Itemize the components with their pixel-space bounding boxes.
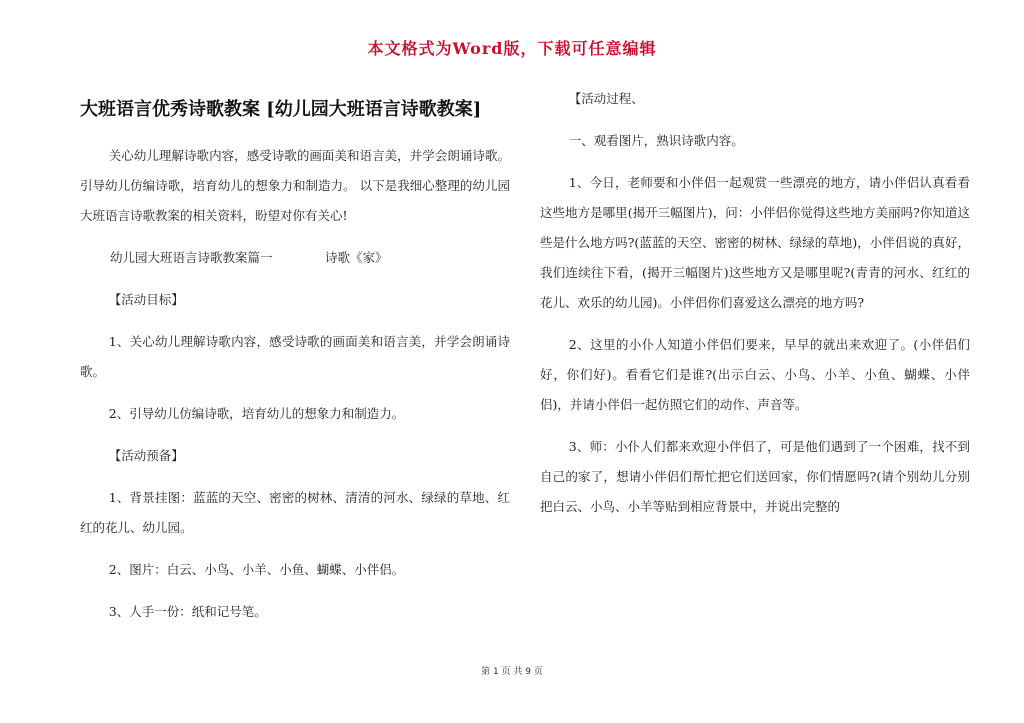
process-heading: 【活动过程、: [568, 91, 644, 106]
goal-item: 2、引导幼儿仿编诗歌，培育幼儿的想象力和制造力。: [108, 406, 405, 421]
goals-heading: 【活动目标】: [108, 292, 184, 307]
process-item: 一、观看图片，熟识诗歌内容。: [568, 133, 744, 148]
document-title: 大班语言优秀诗歌教案 [幼儿园大班语言诗歌教案]: [80, 99, 482, 120]
prep-item: 2、图片：白云、小鸟、小羊、小鱼、蝴蝶、小伴侣。: [108, 562, 405, 577]
page-number: 第 1 页 共 9 页: [481, 667, 543, 677]
prep-heading: 【活动预备】: [108, 448, 184, 463]
poem-title: 诗歌《家》: [325, 250, 388, 265]
prep-item: 1、背景挂图：蓝蓝的天空、密密的树林、清清的河水、绿绿的草地、红红的花儿、幼儿园。: [80, 490, 510, 535]
section-title: 幼儿园大班语言诗歌教案篇一: [110, 250, 273, 265]
format-banner: 本文格式为Word版，下载可任意编辑: [367, 39, 657, 58]
process-item: 1、今日，老师要和小伴侣一起观赏一些漂亮的地方，请小伴侣认真看看这些地方是哪里(揭开三幅图片)，问：小伴侣你觉得这些地方美丽吗?你知道这些是什么地方吗?(蓝蓝的天空、密密的树林、绿绿的草地)，小伴侣说的真好，我们连续往下看，(揭开三幅图片)这些地方又是哪里呢?(青青的河水、红红的花儿、欢乐的幼儿园)。小伴侣你们喜爱这么漂亮的地方吗?: [540, 175, 970, 310]
section-heading: [80, 243, 510, 273]
left-column: [80, 95, 510, 639]
goal-item: 1、关心幼儿理解诗歌内容，感受诗歌的画面美和语言美，并学会朗诵诗歌。: [80, 334, 510, 379]
prep-item: 3、人手一份：纸和记号笔。: [108, 604, 267, 619]
process-item: 2、这里的小仆人知道小伴侣们要来，早早的就出来欢迎了。(小伴侣们好，你们好)。看看它们是谁?(出示白云、小鸟、小羊、小鱼、蝴蝶、小伴侣)，并请小伴侣一起仿照它们的动作、声音等。: [540, 337, 970, 412]
intro-paragraph: 关心幼儿理解诗歌内容，感受诗歌的画面美和语言美，并学会朗诵诗歌。引导幼儿仿编诗歌，培育幼儿的想象力和制造力。 以下是我细心整理的幼儿园大班语言诗歌教案的相关资料，盼望对你有关心!: [80, 148, 510, 223]
process-item: 3、师：小仆人们都来欢迎小伴侣了，可是他们遇到了一个困难，找不到自己的家了，想请小伴侣们帮忙把它们送回家，你们情愿吗?(请个别幼儿分别把白云、小鸟、小羊等贴到相应背景中，并说出完整的: [540, 439, 970, 514]
right-column: [540, 84, 970, 534]
